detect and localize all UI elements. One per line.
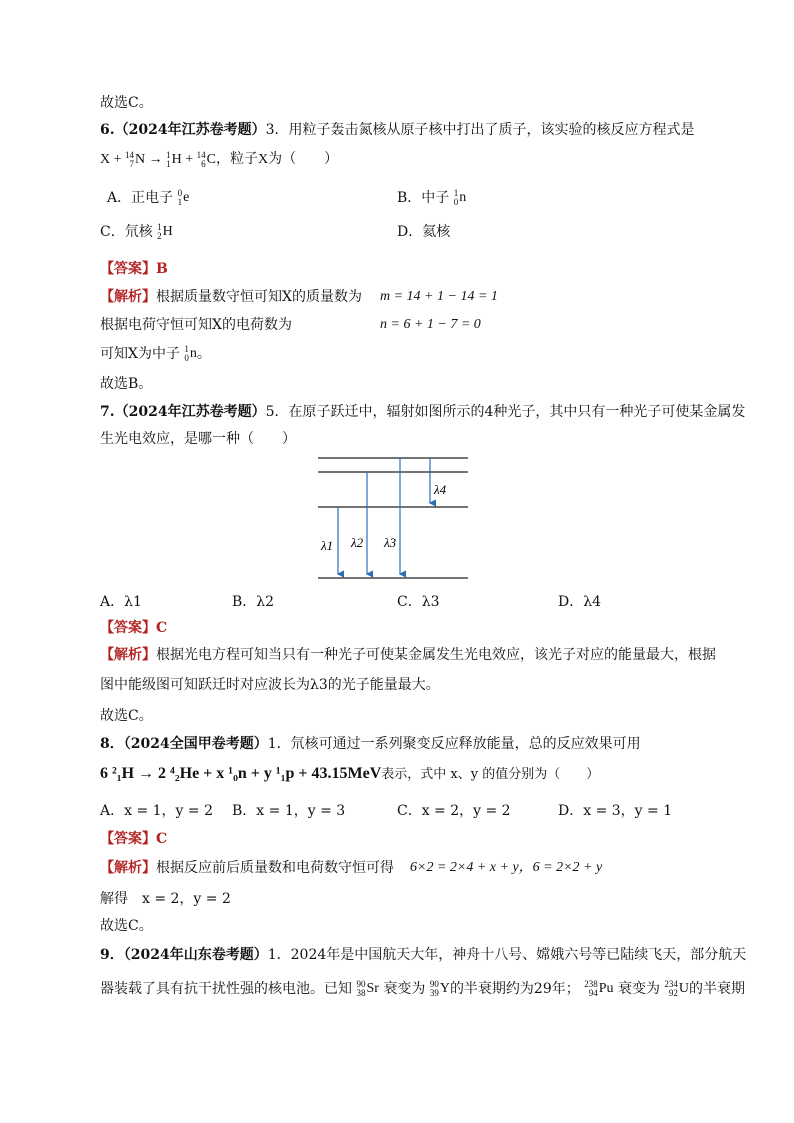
q7-analysis-2: 图中能级图可知跃迁时对应波长为λ3的光子能量最大。 (100, 677, 440, 693)
q9-stem: 9．（2024年山东卷考题）1．2024年是中国航天大年，神舟十八号、嫦娥六号等已陆续飞天，部分航天 (100, 947, 747, 963)
lambda-3-label: λ3 (384, 535, 397, 550)
energy-level-diagram (310, 450, 475, 585)
q7-option-a[interactable]: A．λ1 (100, 594, 142, 610)
lambda-1-label: λ1 (321, 538, 334, 553)
q5-conclusion: 故选C。 (100, 95, 153, 111)
q8-header: 8．（2024全国甲卷考题） (100, 736, 268, 752)
q6-stem (100, 120, 695, 140)
q7-final: 故选C。 (100, 708, 153, 724)
q7-option-b[interactable]: B．λ2 (232, 594, 275, 610)
q7-answer: 【答案】C (100, 620, 168, 636)
q6-mass-equation: m = 14 + 1 − 14 = 1 (380, 289, 498, 304)
q6-option-c[interactable]: C．氘核 1 2 H (100, 222, 173, 241)
q6-option-b[interactable]: B．中子 1 0 n (397, 188, 467, 207)
q8-analysis: 【解析】根据反应前后质量数和电荷数守恒可得 (100, 860, 394, 876)
q8-equation: 6 ²₁H → 2 ⁴₂He + x ¹₀n + y ¹₁p + 43.15MeV (100, 765, 382, 782)
q7-option-c[interactable]: C．λ3 (397, 594, 440, 610)
q8-equation-line (100, 764, 599, 785)
q9-stem-2: 器装载了具有抗干扰性强的核电池。已知 90 38 Sr 衰变为 90 39 Y的半衰期约为29年； 238 94 Pu 衰变为 234 92 U的半衰期 (100, 979, 746, 998)
q8-solve: 解得 x = 2，y = 2 (100, 891, 231, 907)
q8-option-c[interactable]: C．x = 2，y = 2 (397, 803, 511, 819)
q7-stem-2: 生光电效应，是哪一种（ ） (100, 431, 296, 447)
q7-header: 7.（2024年江苏卷考题） (100, 404, 266, 420)
q8-analysis-equation: 6×2 = 2×4 + x + y，6 = 2×2 + y (410, 860, 603, 875)
q6-answer: 【答案】B (100, 261, 168, 277)
q8-answer: 【答案】C (100, 831, 168, 847)
q7-analysis-1: 【解析】根据光电方程可知当只有一种光子可使某金属发生光电效应，该光子对应的能量最大，根据 (100, 647, 716, 663)
q6-analysis-line2: 根据电荷守恒可知X的电荷数为 (100, 317, 292, 333)
q6-option-a[interactable]: A．正电子 0 1 e (107, 188, 190, 207)
q6-analysis-line1: 【解析】根据质量数守恒可知X的质量数为 (100, 289, 362, 305)
q6-stem-text: 3．用粒子轰击氮核从原子核中打出了质子，该实验的核反应方程式是 (265, 122, 695, 138)
q8-option-b[interactable]: B．x = 1，y = 3 (232, 803, 346, 819)
q7-stem: 7.（2024年江苏卷考题）5．在原子跃迁中，辐射如图所示的4种光子，其中只有一种光子可使某金属发 (100, 404, 746, 420)
lambda-2-label: λ2 (351, 535, 364, 550)
lambda-4-label: λ4 (434, 482, 447, 497)
q8-option-d[interactable]: D．x = 3，y = 1 (558, 803, 673, 819)
q6-equation-suffix: ，粒子X为（ ） (216, 152, 339, 168)
q7-option-d[interactable]: D．λ4 (558, 594, 602, 610)
q8-option-a[interactable]: A．x = 1，y = 2 (100, 803, 213, 819)
q8-stem: 8．（2024全国甲卷考题）1．氘核可通过一系列聚变反应释放能量，总的反应效果可用 (100, 736, 641, 752)
q6-header: 6.（2024年江苏卷考题） (100, 122, 266, 138)
q8-equation-suffix: 表示，式中 x、y 的值分别为（ ） (381, 767, 600, 782)
q6-option-d[interactable]: D．氦核 (397, 224, 451, 240)
q6-charge-equation: n = 6 + 1 − 7 = 0 (380, 317, 481, 332)
q8-final: 故选C。 (100, 918, 153, 934)
q6-equation: X + 14 7 N → 1 1 H + 14 6 C，粒子X为（ ） (100, 150, 339, 169)
q6-conclusion: 可知X为中子 1 0 n 。 (100, 344, 211, 363)
q6-final: 故选B。 (100, 376, 153, 392)
q9-header: 9．（2024年山东卷考题） (100, 947, 268, 963)
